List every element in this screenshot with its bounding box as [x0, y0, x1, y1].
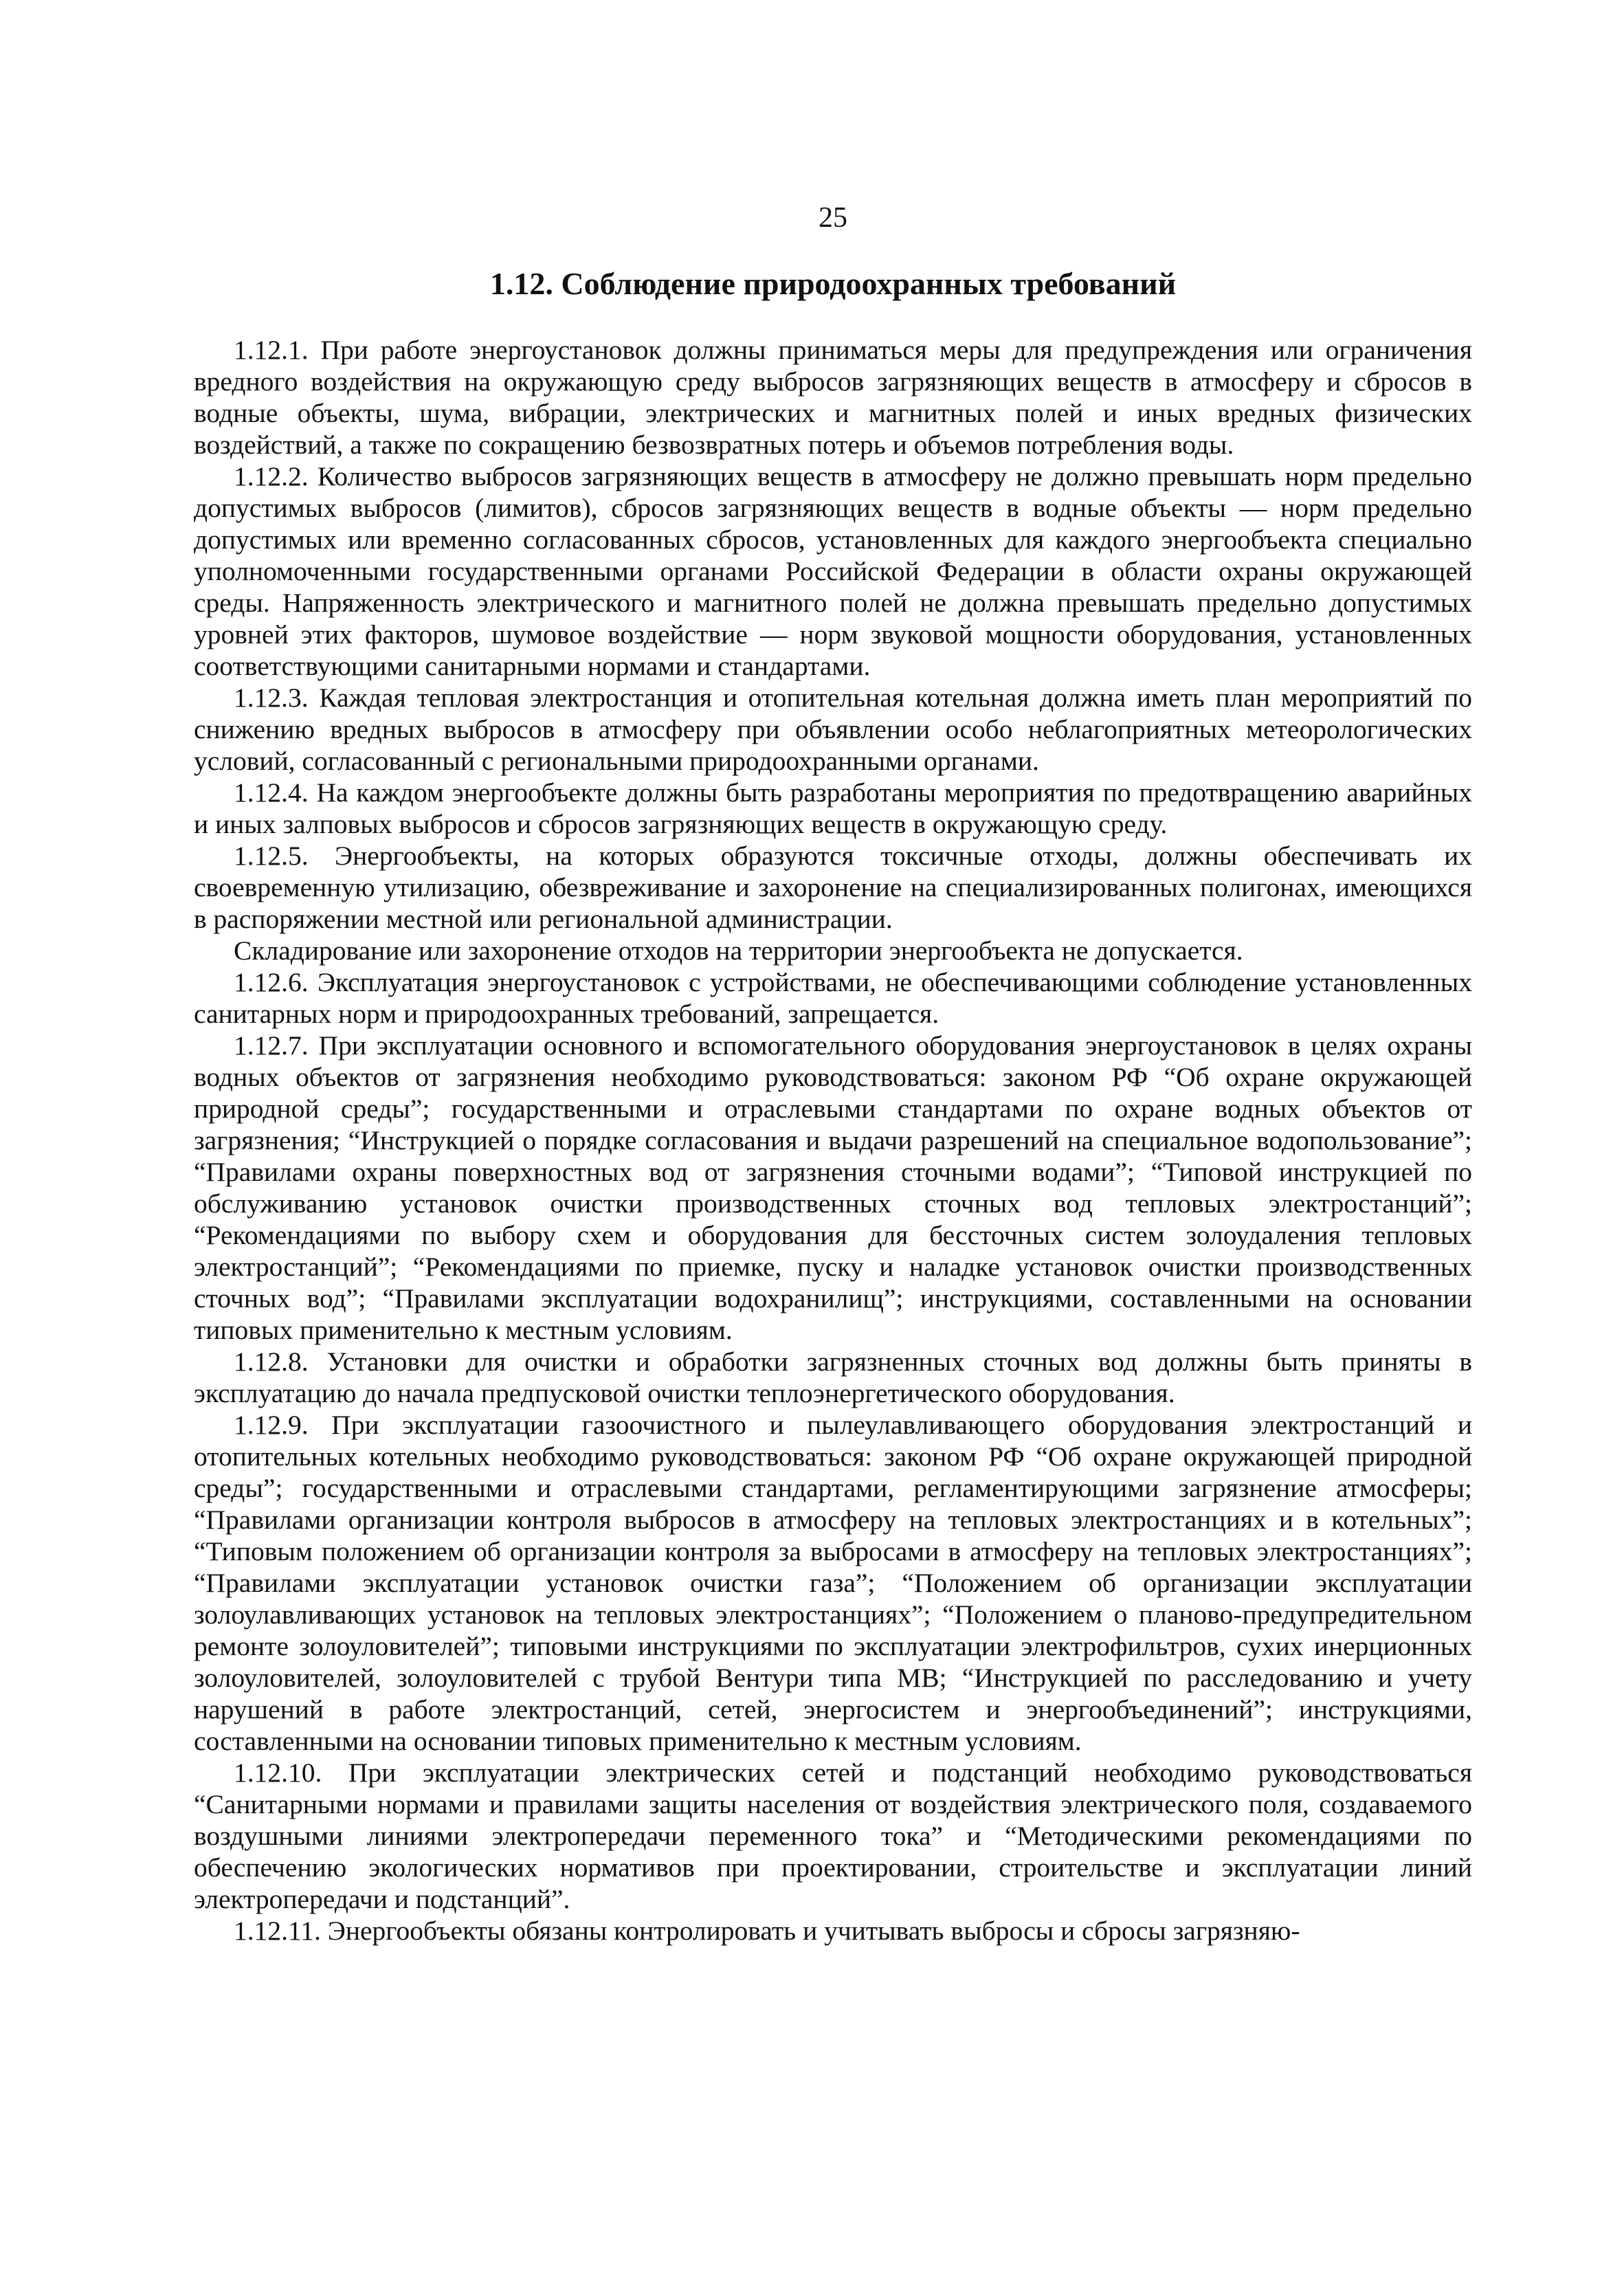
- paragraph-1-12-1: 1.12.1. При работе энергоустановок должны приниматься меры для предупреждения или ограничения вредного воздействия на окружающую среду выбросов загрязняющих веществ в атмосферу и сбросов в водные объекты, шума, вибрации, электрических и магнитных полей и иных вредных физических воздействий, а также по сокращению безвозвратных потерь и объемов потребления воды.: [194, 335, 1472, 460]
- paragraph-1-12-11: 1.12.11. Энергообъекты обязаны контролировать и учитывать выбросы и сбросы загрязняю-: [234, 1916, 1300, 1946]
- paragraph-1-12-9: 1.12.9. При эксплуатации газоочистного и пылеулавливающего оборудования электростанций и отопительных котельных необходимо руководствоваться: законом РФ “Об охране окружающей природной среды”; государственными и отраслевыми стандартами, регламентирующими загрязнение атмосферы; “Правилами организации контроля выбросов в атмосферу на тепловых электростанциях и в котельных”; “Типовым положением об организации контроля за выбросами в атмосферу на тепловых электростанциях”; “Правилами эксплуатации установок очистки газа”; “Положением об организации эксплуатации золоулавливающих установок на тепловых электростанциях”; “Положением о планово-предупредительном ремонте золоуловителей”; типовыми инструкциями по эксплуатации электрофильтров, сухих инерционных золоуловителей, золоуловителей с трубой Вентури типа МВ; “Инструкцией по расследованию и учету нарушений в работе электростанций, сетей, энергосистем и энергообъединений”; инструкциями, составленными на основании типовых применительно к местным условиям.: [194, 1410, 1472, 1756]
- page-number: 25: [819, 202, 847, 234]
- paragraph-1-12-3: 1.12.3. Каждая тепловая электростанция и отопительная котельная должна иметь план мероприятий по снижению вредных выбросов в атмосферу при объявлении особо неблагоприятных метеорологических условий, согласованный с региональными природоохранными органами.: [194, 683, 1472, 776]
- section-title: 1.12. Соблюдение природоохранных требований: [489, 266, 1177, 301]
- document-page: [194, 199, 1472, 1947]
- paragraph-1-12-10: 1.12.10. При эксплуатации электрических сетей и подстанций необходимо руководствоваться “Санитарными нормами и правилами защиты населения от воздействия электрического поля, создаваемого воздушными линиями электропередачи переменного тока” и “Методическими рекомендациями по обеспечению экологических нормативов при проектировании, строительстве и эксплуатации линий электропередачи и подстанций”.: [194, 1758, 1472, 1914]
- paragraph-1-12-5: 1.12.5. Энергообъекты, на которых образуются токсичные отходы, должны обеспечивать их своевременную утилизацию, обезвреживание и захоронение на специализированных полигонах, имеющихся в распоряжении местной или региональной администрации.: [194, 841, 1472, 934]
- paragraph-1-12-6: 1.12.6. Эксплуатация энергоустановок с устройствами, не обеспечивающими соблюдение установленных санитарных норм и природоохранных требований, запрещается.: [194, 967, 1472, 1029]
- paragraph-1-12-7: 1.12.7. При эксплуатации основного и вспомогательного оборудования энергоустановок в целях охраны водных объектов от загрязнения необходимо руководствоваться: законом РФ “Об охране окружающей природной среды”; государственными и отраслевыми стандартами по охране водных объектов от загрязнения; “Инструкцией о порядке согласования и выдачи разрешений на специальное водопользование”; “Правилами охраны поверхностных вод от загрязнения сточными водами”; “Типовой инструкцией по обслуживанию установок очистки производственных сточных вод тепловых электростанций”; “Рекомендациями по выбору схем и оборудования для бессточных систем золоудаления тепловых электростанций”; “Рекомендациями по приемке, пуску и наладке установок очистки производственных сточных вод”; “Правилами эксплуатации водохранилищ”; инструкциями, составленными на основании типовых применительно к местным условиям.: [194, 1030, 1472, 1345]
- paragraph-waste-storage: Складирование или захоронение отходов на территории энергообъекта не допускается.: [234, 935, 1243, 966]
- paragraph-1-12-8: 1.12.8. Установки для очистки и обработки загрязненных сточных вод должны быть приняты в эксплуатацию до начала предпусковой очистки теплоэнергетического оборудования.: [194, 1346, 1472, 1408]
- paragraph-1-12-2: 1.12.2. Количество выбросов загрязняющих веществ в атмосферу не должно превышать норм предельно допустимых выбросов (лимитов), сбросов загрязняющих веществ в водные объекты — норм предельно допустимых или временно согласованных сбросов, установленных для каждого энергообъекта специально уполномоченными государственными органами Российской Федерации в области охраны окружающей среды. Напряженность электрического и магнитного полей не должна превышать предельно допустимых уровней этих факторов, шумовое воздействие — норм звуковой мощности оборудования, установленных соответствующими санитарными нормами и стандартами.: [194, 461, 1472, 681]
- paragraph-1-12-4: 1.12.4. На каждом энергообъекте должны быть разработаны мероприятия по предотвращению аварийных и иных залповых выбросов и сбросов загрязняющих веществ в окружающую среду.: [194, 777, 1472, 839]
